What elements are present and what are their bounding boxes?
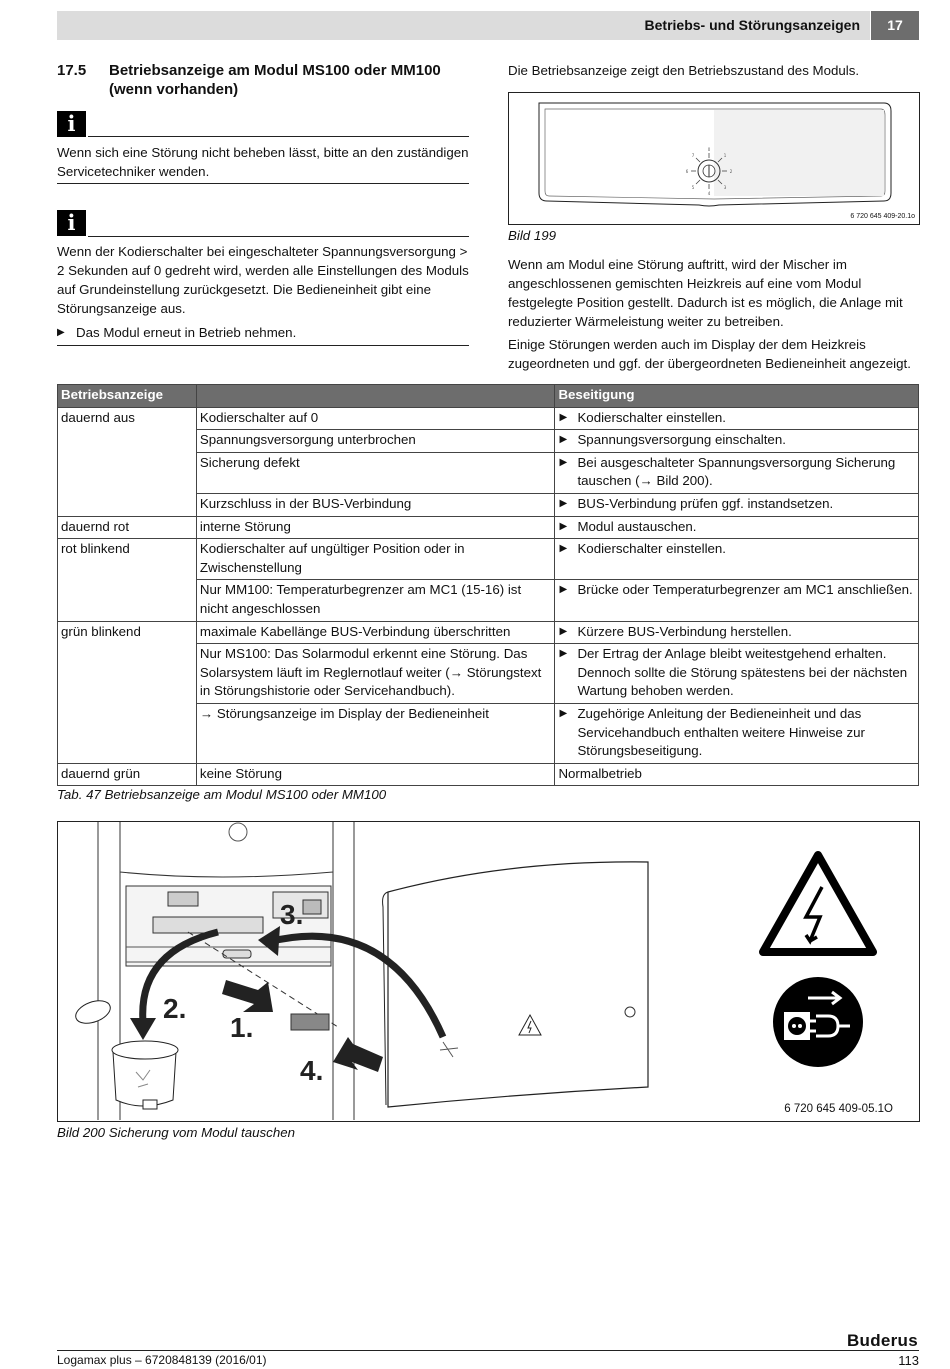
fix-cell: [555, 621, 919, 644]
figure-caption: Bild 200 Sicherung vom Modul tauschen: [57, 1125, 296, 1140]
table-row: [58, 539, 919, 580]
bullet-arrow-icon: ▶: [559, 648, 568, 660]
cause-cell: keine Störung: [196, 763, 555, 786]
cause-cell: Kurzschluss in der BUS-Verbindung: [196, 493, 555, 516]
state-cell: rot blinkend: [58, 539, 197, 621]
fix-cell: [555, 703, 919, 763]
info-icon: i: [57, 111, 86, 137]
instruction-item: [57, 323, 469, 342]
step-label: 4.: [300, 1055, 324, 1086]
bullet-arrow-icon: ▶: [559, 497, 568, 509]
fix-cell: [555, 580, 919, 621]
fix-text: Kodierschalter einstellen.: [577, 409, 727, 425]
cause-cell: Kodierschalter auf 0: [196, 407, 555, 430]
section-number: 17.5: [57, 62, 87, 79]
info-rule: [57, 345, 469, 346]
cause-cell: Kodierschalter auf ungültiger Position oder in Zwischenstellung: [196, 539, 555, 580]
fix-cell: [555, 493, 919, 516]
step-label: 1.: [230, 1012, 254, 1043]
bullet-arrow-icon: ▶: [559, 520, 568, 532]
svg-text:5: 5: [691, 185, 695, 190]
bullet-arrow-icon: ▶: [559, 625, 568, 637]
section-title: Betriebsanzeige am Modul MS100 oder MM100 (wenn vorhanden): [109, 62, 441, 98]
bullet-arrow-icon: ▶: [559, 584, 568, 596]
cause-cell: interne Störung: [196, 516, 555, 539]
table-header-row: [58, 385, 919, 408]
state-cell: dauernd aus: [58, 407, 197, 516]
bullet-arrow-icon: ▶: [57, 327, 65, 338]
figure-code: 6 720 645 409-20.1o: [850, 213, 915, 220]
cause-cell: Sicherung defekt: [196, 452, 555, 493]
fix-text: Der Ertrag der Anlage bleibt weitestgehend erhalten. Dennoch sollte die Störung spätestens bei der nächsten Wartung behoben werden.: [577, 646, 908, 699]
table-header-cell: Beseitigung: [555, 385, 919, 408]
info-rule: [88, 236, 469, 237]
state-cell: dauernd grün: [58, 763, 197, 786]
bullet-arrow-icon: ▶: [559, 434, 568, 446]
fix-cell: [555, 539, 919, 580]
module-illustration: [509, 93, 919, 224]
bullet-arrow-icon: ▶: [559, 411, 568, 423]
figure-code: 6 720 645 409-05.1O: [784, 1103, 893, 1115]
fix-cell: [555, 516, 919, 539]
unplug-mains-icon: [773, 977, 863, 1067]
table-row: [58, 407, 919, 430]
fix-text: Modul austauschen.: [577, 518, 697, 534]
svg-text:2: 2: [729, 169, 733, 174]
fix-text: Brücke oder Temperaturbegrenzer am MC1 anschließen.: [577, 582, 913, 598]
table-caption: Tab. 47 Betriebsanzeige am Modul MS100 oder MM100: [57, 787, 387, 802]
fix-cell: [555, 452, 919, 493]
info-text: Wenn sich eine Störung nicht beheben lässt, bitte an den zuständigen Servicetechniker wenden.: [57, 145, 469, 179]
status-table: [57, 384, 919, 786]
paragraph: Wenn am Modul eine Störung auftritt, wird der Mischer im angeschlossenen gemischten Heizkreis auf eine vom Modul festgelegte Position gestellt. Dadurch ist es möglich, die Anlage mit reduzierter Wärmeleistung weiter zu betreiben.: [508, 257, 903, 329]
cause-cell: Nur MM100: Temperaturbegrenzer am MC1 (15-16) ist nicht angeschlossen: [196, 580, 555, 621]
state-cell: grün blinkend: [58, 621, 197, 763]
table-header-cell: [196, 385, 555, 408]
cause-cell: Nur MS100: Das Solarmodul erkennt eine Störung. Das Solarsystem läuft im Reglernotlauf weiter (→ Störungstext in Störungshistorie oder Servicehandbuch).: [196, 644, 555, 704]
svg-text:0: 0: [707, 147, 711, 152]
instruction-text: Das Modul erneut in Betrieb nehmen.: [76, 325, 297, 340]
footer-rule: [57, 1350, 919, 1351]
svg-text:1: 1: [723, 153, 727, 158]
fix-text: Spannungsversorgung einschalten.: [577, 432, 786, 448]
fix-text: Kodierschalter einstellen.: [577, 541, 727, 557]
info-icon: i: [57, 210, 86, 236]
fix-text: Kürzere BUS-Verbindung herstellen.: [577, 623, 792, 639]
fuse-replacement-illustration: [58, 822, 919, 1121]
fix-cell: [555, 430, 919, 453]
chapter-number: 17: [871, 11, 919, 40]
intro-text: Die Betriebsanzeige zeigt den Betriebszustand des Moduls.: [508, 63, 860, 78]
fix-cell: Normalbetrieb: [555, 763, 919, 786]
table-header-cell: Betriebsanzeige: [58, 385, 197, 408]
bullet-arrow-icon: ▶: [559, 543, 568, 555]
fix-text: Bei ausgeschalteter Spannungsversorgung Sicherung tauschen (→ Bild 200).: [577, 454, 896, 489]
figure-200: [57, 821, 920, 1122]
figure-199: [508, 92, 920, 225]
info-rule: [88, 136, 469, 137]
header-title: Betriebs- und Störungsanzeigen: [644, 17, 860, 33]
svg-text:3: 3: [723, 185, 727, 190]
table-row: [58, 621, 919, 644]
brand-logo: Buderus: [846, 1331, 918, 1350]
cause-cell: maximale Kabellänge BUS-Verbindung überschritten: [196, 621, 555, 644]
step-label: 3.: [280, 899, 304, 930]
fix-text: Zugehörige Anleitung der Bedieneinheit und das Servicehandbuch enthalten weitere Hinweise zur Störungsbeseitigung.: [577, 705, 865, 759]
table-row: [58, 763, 919, 786]
svg-text:7: 7: [691, 153, 695, 158]
fix-cell: [555, 644, 919, 704]
svg-text:6: 6: [685, 169, 689, 174]
cause-cell: Spannungsversorgung unterbrochen: [196, 430, 555, 453]
cause-cell: → Störungsanzeige im Display der Bedieneinheit: [196, 703, 555, 763]
state-cell: dauernd rot: [58, 516, 197, 539]
high-voltage-warning-icon: [763, 855, 873, 952]
info-rule: [57, 183, 469, 184]
table-row: [58, 516, 919, 539]
paragraph: Einige Störungen werden auch im Display der dem Heizkreis zugeordneten und ggf. der übergeordneten Bedieneinheit angezeigt.: [508, 337, 911, 371]
info-text: Wenn der Kodierschalter bei eingeschalteter Spannungsversorgung > 2 Sekunden auf 0 gedreht wird, werden alle Einstellungen des Moduls auf Grundeinstellung zurückgesetzt. Die Bedieneinheit gibt eine Störungsanzeige aus.: [57, 244, 469, 316]
figure-caption: Bild 199: [508, 228, 557, 243]
bullet-arrow-icon: ▶: [559, 456, 568, 468]
page-number: 113: [898, 1353, 919, 1368]
fix-text: BUS-Verbindung prüfen ggf. instandsetzen.: [577, 495, 834, 511]
bullet-arrow-icon: ▶: [559, 707, 568, 719]
footer-document-info: Logamax plus – 6720848139 (2016/01): [57, 1353, 267, 1367]
fix-cell: [555, 407, 919, 430]
step-label: 2.: [163, 993, 187, 1024]
svg-text:4: 4: [707, 191, 711, 196]
